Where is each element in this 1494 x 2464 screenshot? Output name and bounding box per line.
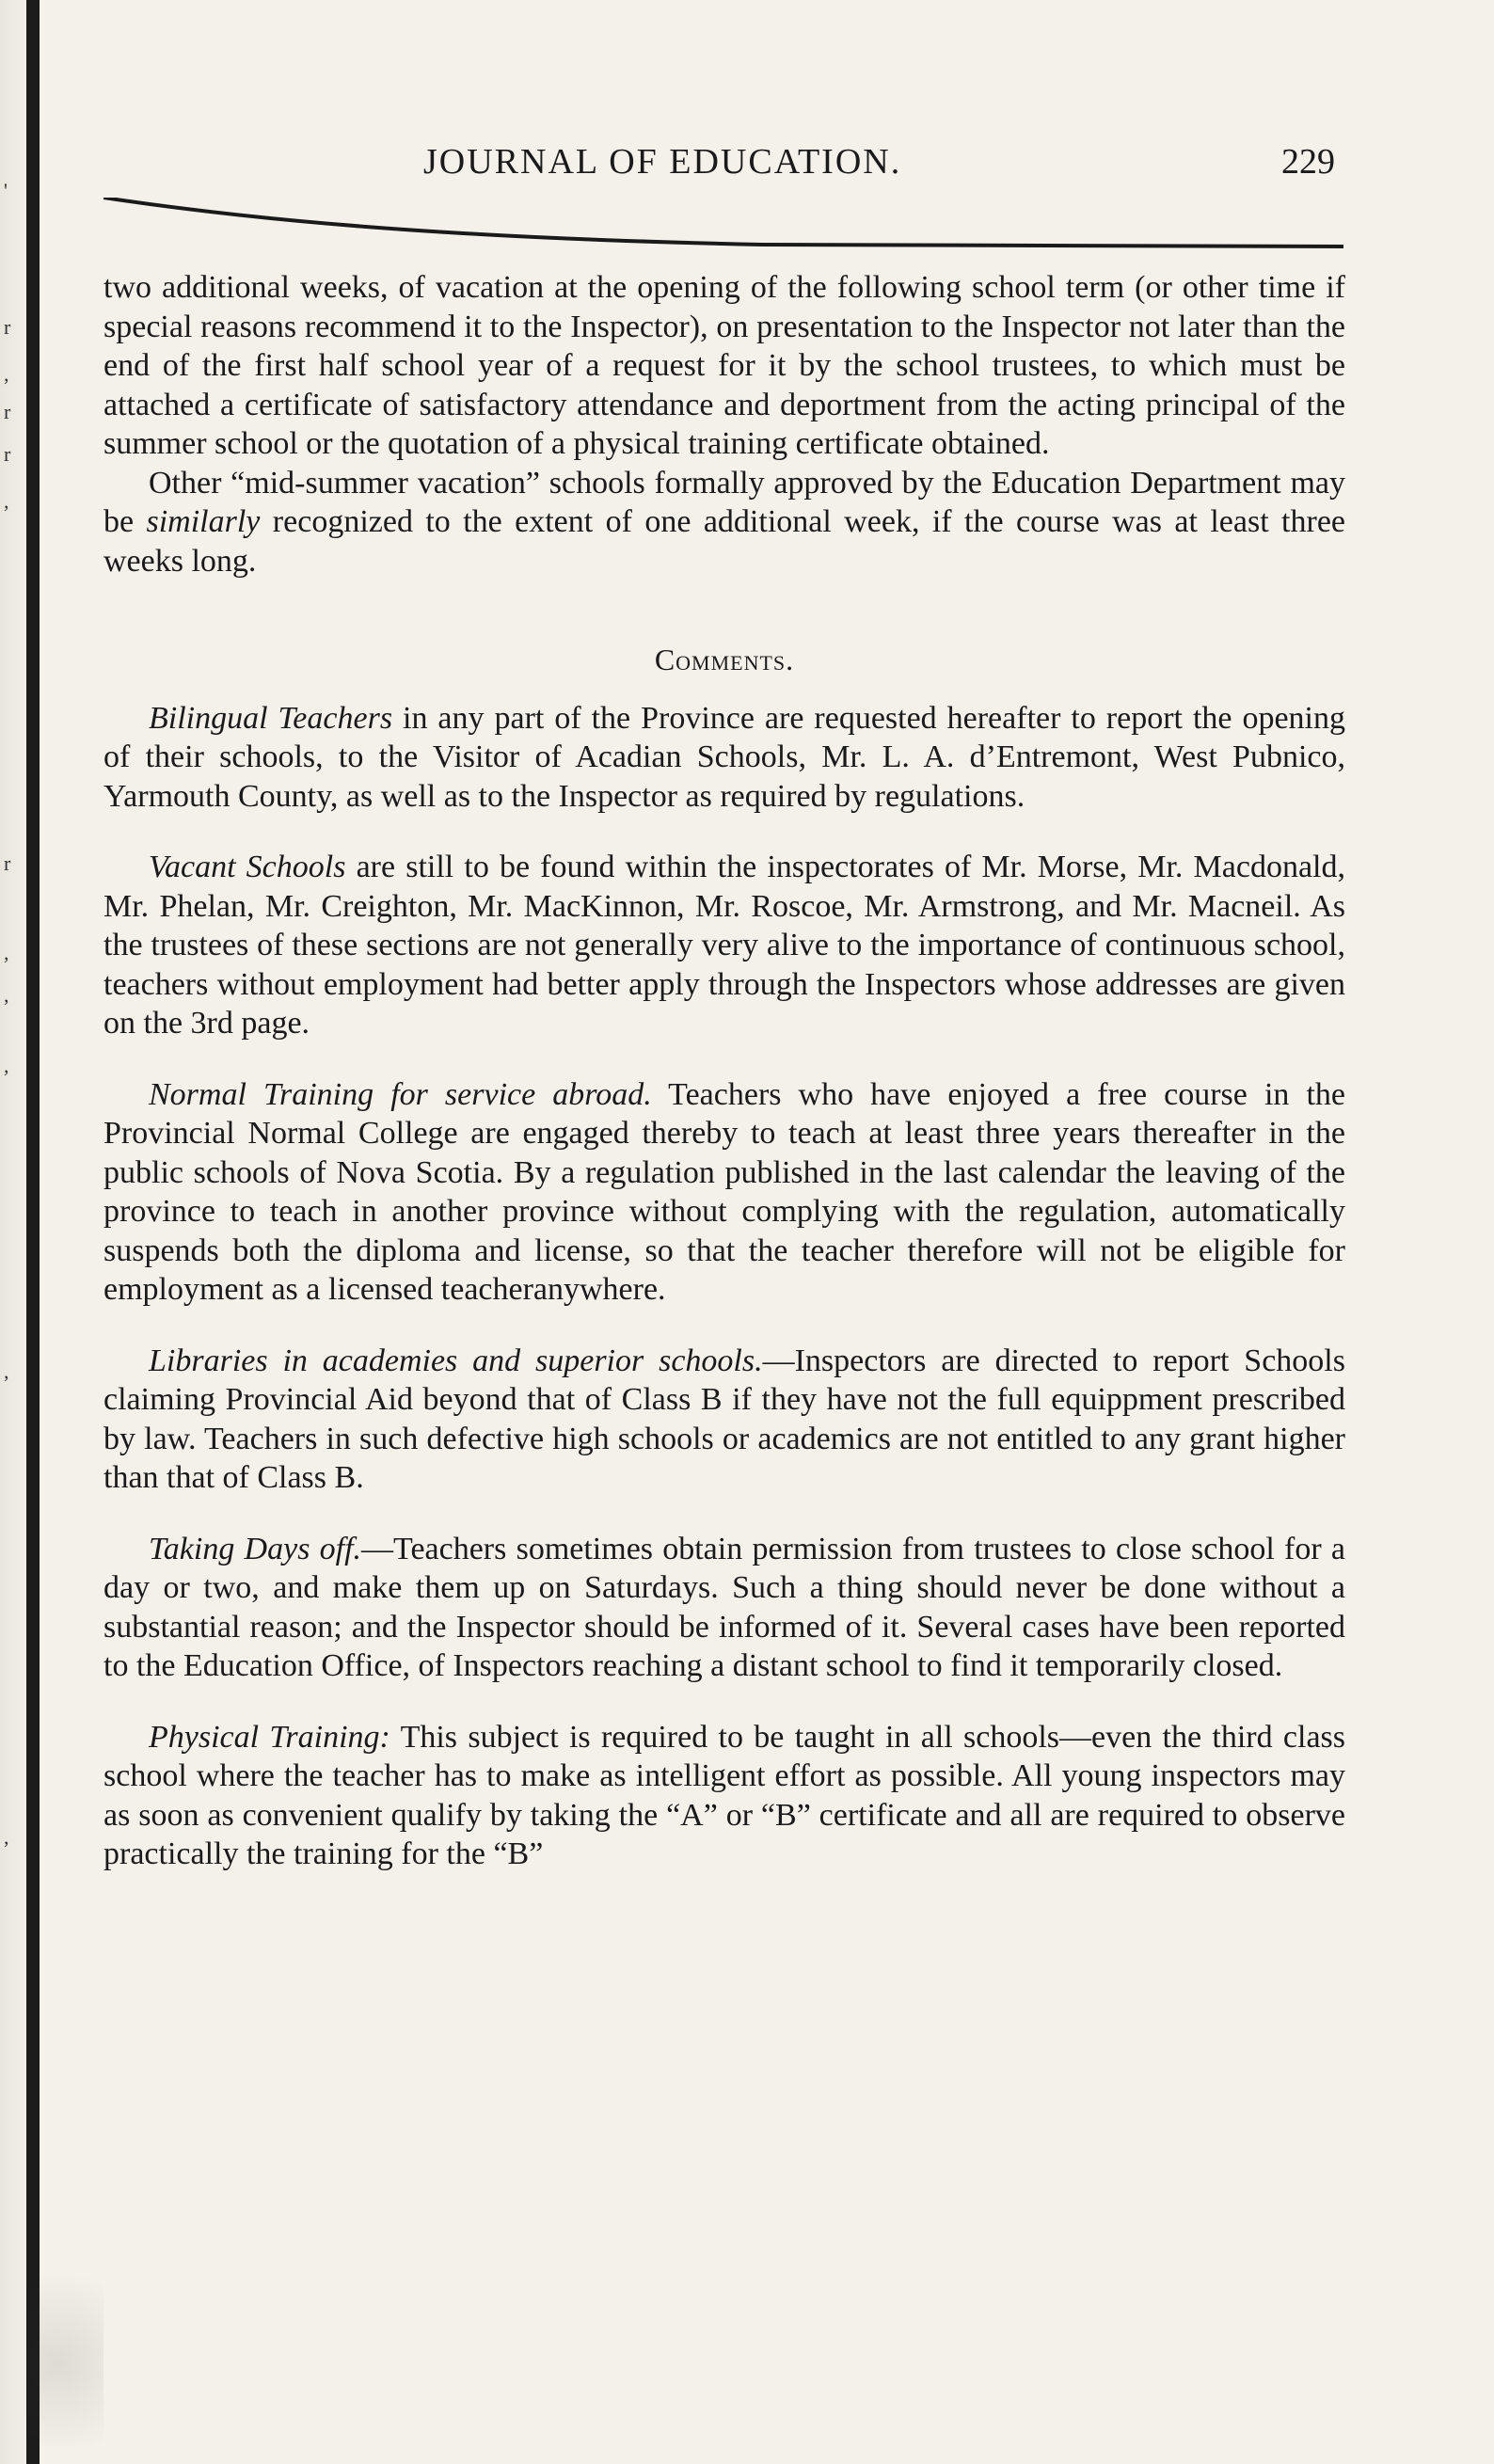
intro-text: Other “mid-summer vacation” schools formally approved by the Education Department may be: [103, 465, 1345, 539]
comment-body: —Teachers sometimes obtain permission from trustees to close school for a day or two, and make them up on Saturdays. Such a thing should never be done without a substantial reason; and the Inspector should be informed of it. Several cases have been reported to the Education Office, of Inspectors reaching a distant school to find it temporarily closed.: [103, 1531, 1345, 1683]
binding-edge: [26, 0, 40, 2464]
margin-marks: ' r , r r , r , , , , ,: [4, 179, 11, 1849]
intro-paragraph-2: [103, 464, 1345, 581]
comment-body: This subject is required to be taught in all schools—even the third class school where the teacher has to make as intelligent effort as possible. All young inspectors may as soon as convenient qualify by taking the “A” or “B” certificate and all are required to observe practically the training for the “B”: [103, 1719, 1345, 1871]
comment-lead: Taking Days off.: [149, 1531, 362, 1566]
section-heading: Comments.: [654, 643, 795, 676]
page-header: [0, 141, 1494, 198]
comment-lead: Libraries in academies and superior schools.: [149, 1343, 763, 1378]
intro-text-end: recognized to the extent of one additional week, if the course was at least three weeks long.: [103, 504, 1345, 579]
comment-item: [103, 848, 1345, 1043]
comment-lead: Normal Training for service abroad.: [149, 1076, 652, 1112]
comment-item: [103, 1342, 1345, 1498]
intro-emphasis: similarly: [146, 504, 261, 539]
comment-body: are still to be found within the inspectorates of Mr. Morse, Mr. Macdonald, Mr. Phelan, Mr. Creighton, Mr. MacKinnon, Mr. Roscoe, Mr. Armstrong, and Mr. Macneil. As the trustees of these sections are not generally very alive to the importance of continuous school, teachers without employment had better apply through the Inspectors whose addresses are given on the 3rd page.: [103, 850, 1345, 1041]
comment-lead: Bilingual Teachers: [149, 700, 393, 736]
comment-item: [103, 699, 1345, 817]
comment-item: [103, 1718, 1345, 1874]
page-number: 229: [1281, 142, 1335, 182]
running-title: JOURNAL OF EDUCATION.: [423, 142, 902, 182]
comment-lead: Vacant Schools: [149, 850, 346, 884]
body-text: [103, 268, 1345, 1874]
comment-body: in any part of the Province are requested hereafter to report the opening of their schools, to the Visitor of Acadian Schools, Mr. L. A. d’Entremont, West Pubnico, Yarmouth County, as well as to the Inspector as required by regulations.: [103, 700, 1345, 814]
comment-lead: Physical Training:: [149, 1719, 390, 1755]
header-rule: [103, 198, 1343, 254]
paper-blemish: [28, 2239, 103, 2446]
comment-item: [103, 1075, 1345, 1310]
comment-body: —Inspectors are directed to report Schools claiming Provincial Aid beyond that of Class B if they have not the full equippment prescribed by law. Teachers in such defective high schools or academics are not entitled to any grant higher than that of Class B.: [103, 1343, 1345, 1495]
comment-body: Teachers who have enjoyed a free course in the Provincial Normal College are engaged thereby to teach at least three years thereafter in the public schools of Nova Scotia. By a regulation published in the last calendar the leaving of the province to teach in another province without complying with the regulation, automatically suspends both the diploma and license, so that the teacher therefore will not be eligible for employment as a licensed teacheranywhere.: [103, 1076, 1345, 1307]
intro-paragraph: two additional weeks, of vacation at the opening of the following school term (or other time if special reasons recommend it to the Inspector), on presentation to the Inspector not later than the end of the first half school year of a request for it by the school trustees, to which must be attached a certificate of satisfactory attendance and deportment from the acting principal of the summer school or the quotation of a physical training certificate obtained.: [103, 270, 1345, 461]
comment-item: [103, 1530, 1345, 1686]
